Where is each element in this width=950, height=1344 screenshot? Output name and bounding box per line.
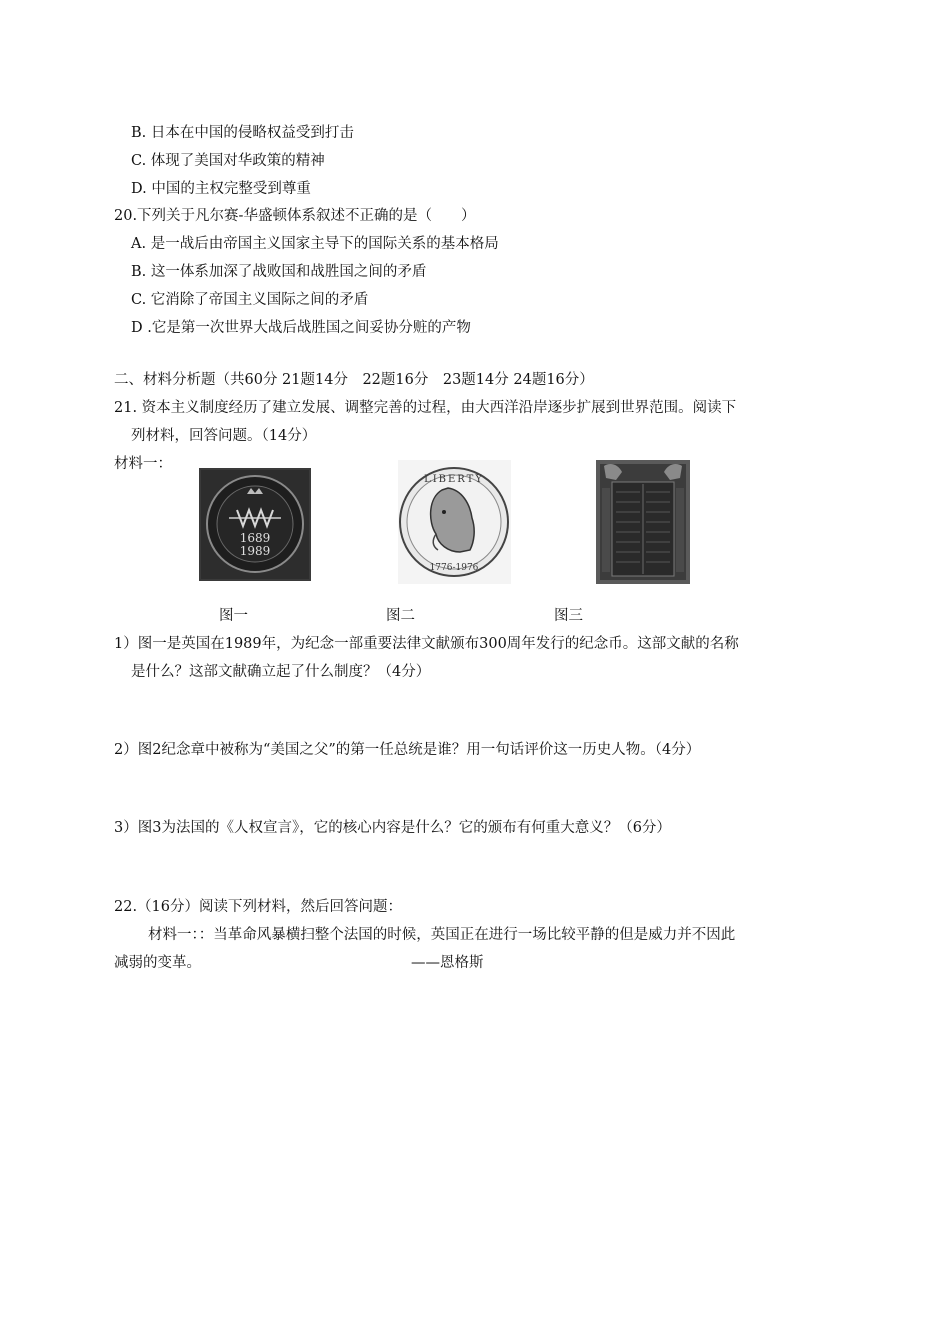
figure2-coin-image [398,460,511,584]
q22-stem: 22.（16分）阅读下列材料，然后回答问题： [114,899,403,915]
figure3-declaration-image [596,460,690,584]
figure1-coin-image [199,468,311,581]
caption-figure2: 图二 [386,608,415,624]
q21-material-label: 材料一： [114,456,172,472]
q21-sub3: 3）图3为法国的《人权宣言》，它的核心内容是什么？它的颁布有何重大意义？（6分） [114,820,671,836]
coin1-year-top: 1689 [239,531,271,545]
q20-stem: 20.下列关于凡尔赛-华盛顿体系叙述不正确的是（ ） [114,208,476,224]
q22-attribution: ——恩格斯 [411,955,484,971]
q19-option-b: B. 日本在中国的侵略权益受到打击 [131,125,354,141]
q20-option-c: C. 它消除了帝国主义国际之间的矛盾 [131,292,369,308]
q21-stem-line1: 21. 资本主义制度经历了建立发展、调整完善的过程，由大西洋沿岸逐步扩展到世界范围。阅读下 [114,400,737,416]
q21-sub2: 2）图2纪念章中被称为“美国之父”的第一任总统是谁？用一句话评价这一历史人物。（4分） [114,742,701,758]
section2-header: 二、材料分析题（共60分 21题14分 22题16分 23题14分 24题16分） [114,372,594,388]
q21-stem-line2: 列材料，回答问题。（14分） [131,428,317,444]
q21-sub1-line2: 是什么？这部文献确立起了什么制度？（4分） [131,664,431,680]
q20-option-a: A. 是一战后由帝国主义国家主导下的国际关系的基本格局 [131,236,499,252]
q19-option-d: D. 中国的主权完整受到尊重 [131,181,311,197]
q20-option-b: B. 这一体系加深了战败国和战胜国之间的矛盾 [131,264,427,280]
q21-sub1-line1: 1）图一是英国在1989年，为纪念一部重要法律文献颁布300周年发行的纪念币。这部文献的名称 [114,636,739,652]
coin2-years: 1776-1976 [429,563,479,573]
coin1-year-bottom: 1989 [239,544,271,558]
q19-option-c: C. 体现了美国对华政策的精神 [131,153,325,169]
q22-material-line1: 材料一：：当革命风暴横扫整个法国的时候，英国正在进行一场比较平静的但是威力并不因此 [148,927,736,943]
q20-option-d: D .它是第一次世界大战后战胜国之间妥协分赃的产物 [131,320,471,336]
caption-figure3: 图三 [554,608,583,624]
q22-material-line2: 减弱的变革。 [114,955,201,971]
coin2-top-text: LIBERTY [424,474,484,485]
caption-figure1: 图一 [219,608,248,624]
